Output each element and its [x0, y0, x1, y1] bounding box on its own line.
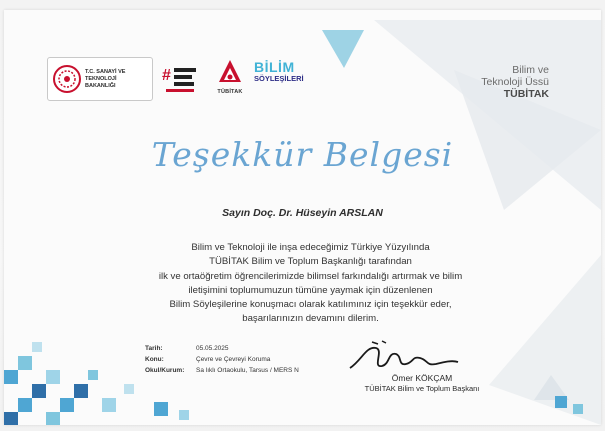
corner-title	[481, 64, 549, 100]
certificate-heading: Teşekkür Belgesi	[151, 135, 454, 174]
recipient-name: Sayın Doç. Dr. Hüseyin ARSLAN	[222, 207, 383, 219]
tubitak-wordmark: TÜBİTAK	[217, 89, 243, 95]
body-line: Bilim Söyleşilerine konuşmacı olarak katılımınız için teşekkür eder,	[169, 299, 452, 311]
meta-value: 05.05.2025	[196, 345, 229, 352]
bilim-soylesileri-logo	[254, 59, 324, 93]
body-line: TÜBİTAK Bilim ve Toplum Başkanlığı tarafından	[209, 256, 412, 268]
soylesileri-wordmark: SÖYLEŞİLERİ	[254, 74, 304, 83]
decorative-triangles-top	[304, 10, 601, 220]
meta-row-topic	[145, 354, 299, 365]
tubitak-emblem-icon	[217, 58, 243, 84]
body-line: iletişimini toplumumuzun tümüne yaymak için düzenlenen	[188, 284, 433, 296]
meta-row-date	[145, 343, 299, 354]
triangle-accent	[322, 30, 364, 68]
tubitak-logo	[215, 58, 245, 98]
signer-name: Ömer KÖKÇAM	[391, 373, 453, 383]
bilim-wordmark: BİLİM	[254, 59, 295, 75]
decorative-corner-tiles	[549, 390, 601, 425]
ministry-name: T.C. SANAYİ VE TEKNOLOJİ BAKANLIĞI	[85, 68, 126, 89]
body-line: Bilim ve Teknoloji ile inşa edeceğimiz Türkiye Yüzyılında	[191, 242, 430, 253]
teknoloji-hamlesi-logo	[160, 62, 200, 98]
certificate-meta	[145, 343, 299, 376]
meta-label: Okul/Kurum:	[145, 367, 185, 374]
corner-line-3: TÜBİTAK	[503, 88, 549, 100]
corner-line-1: Bilim ve	[512, 64, 549, 76]
meta-label: Tarih:	[145, 345, 163, 352]
signer-block	[352, 373, 492, 394]
meta-value: Sa lıklı Ortaokulu, Tarsus / MERS N	[196, 367, 299, 374]
handwritten-signature	[342, 338, 462, 376]
ministry-emblem-icon	[52, 64, 82, 94]
ministry-logo-box	[47, 57, 153, 101]
signer-role: TÜBİTAK Bilim ve Toplum Başkanı	[364, 383, 480, 393]
svg-text:#: #	[162, 67, 171, 84]
body-line: başarılarınızın devamını dilerim.	[242, 313, 379, 325]
body-line: ilk ve ortaöğretim öğrencilerimizde bilimsel farkındalığı artırmak ve bilim	[158, 270, 463, 282]
meta-row-school	[145, 365, 299, 376]
certificate-body	[108, 241, 513, 327]
meta-value: Çevre ve Çevreyi Koruma	[196, 356, 271, 363]
corner-line-2: Teknoloji Üssü	[481, 76, 549, 88]
meta-label: Konu:	[145, 356, 164, 363]
